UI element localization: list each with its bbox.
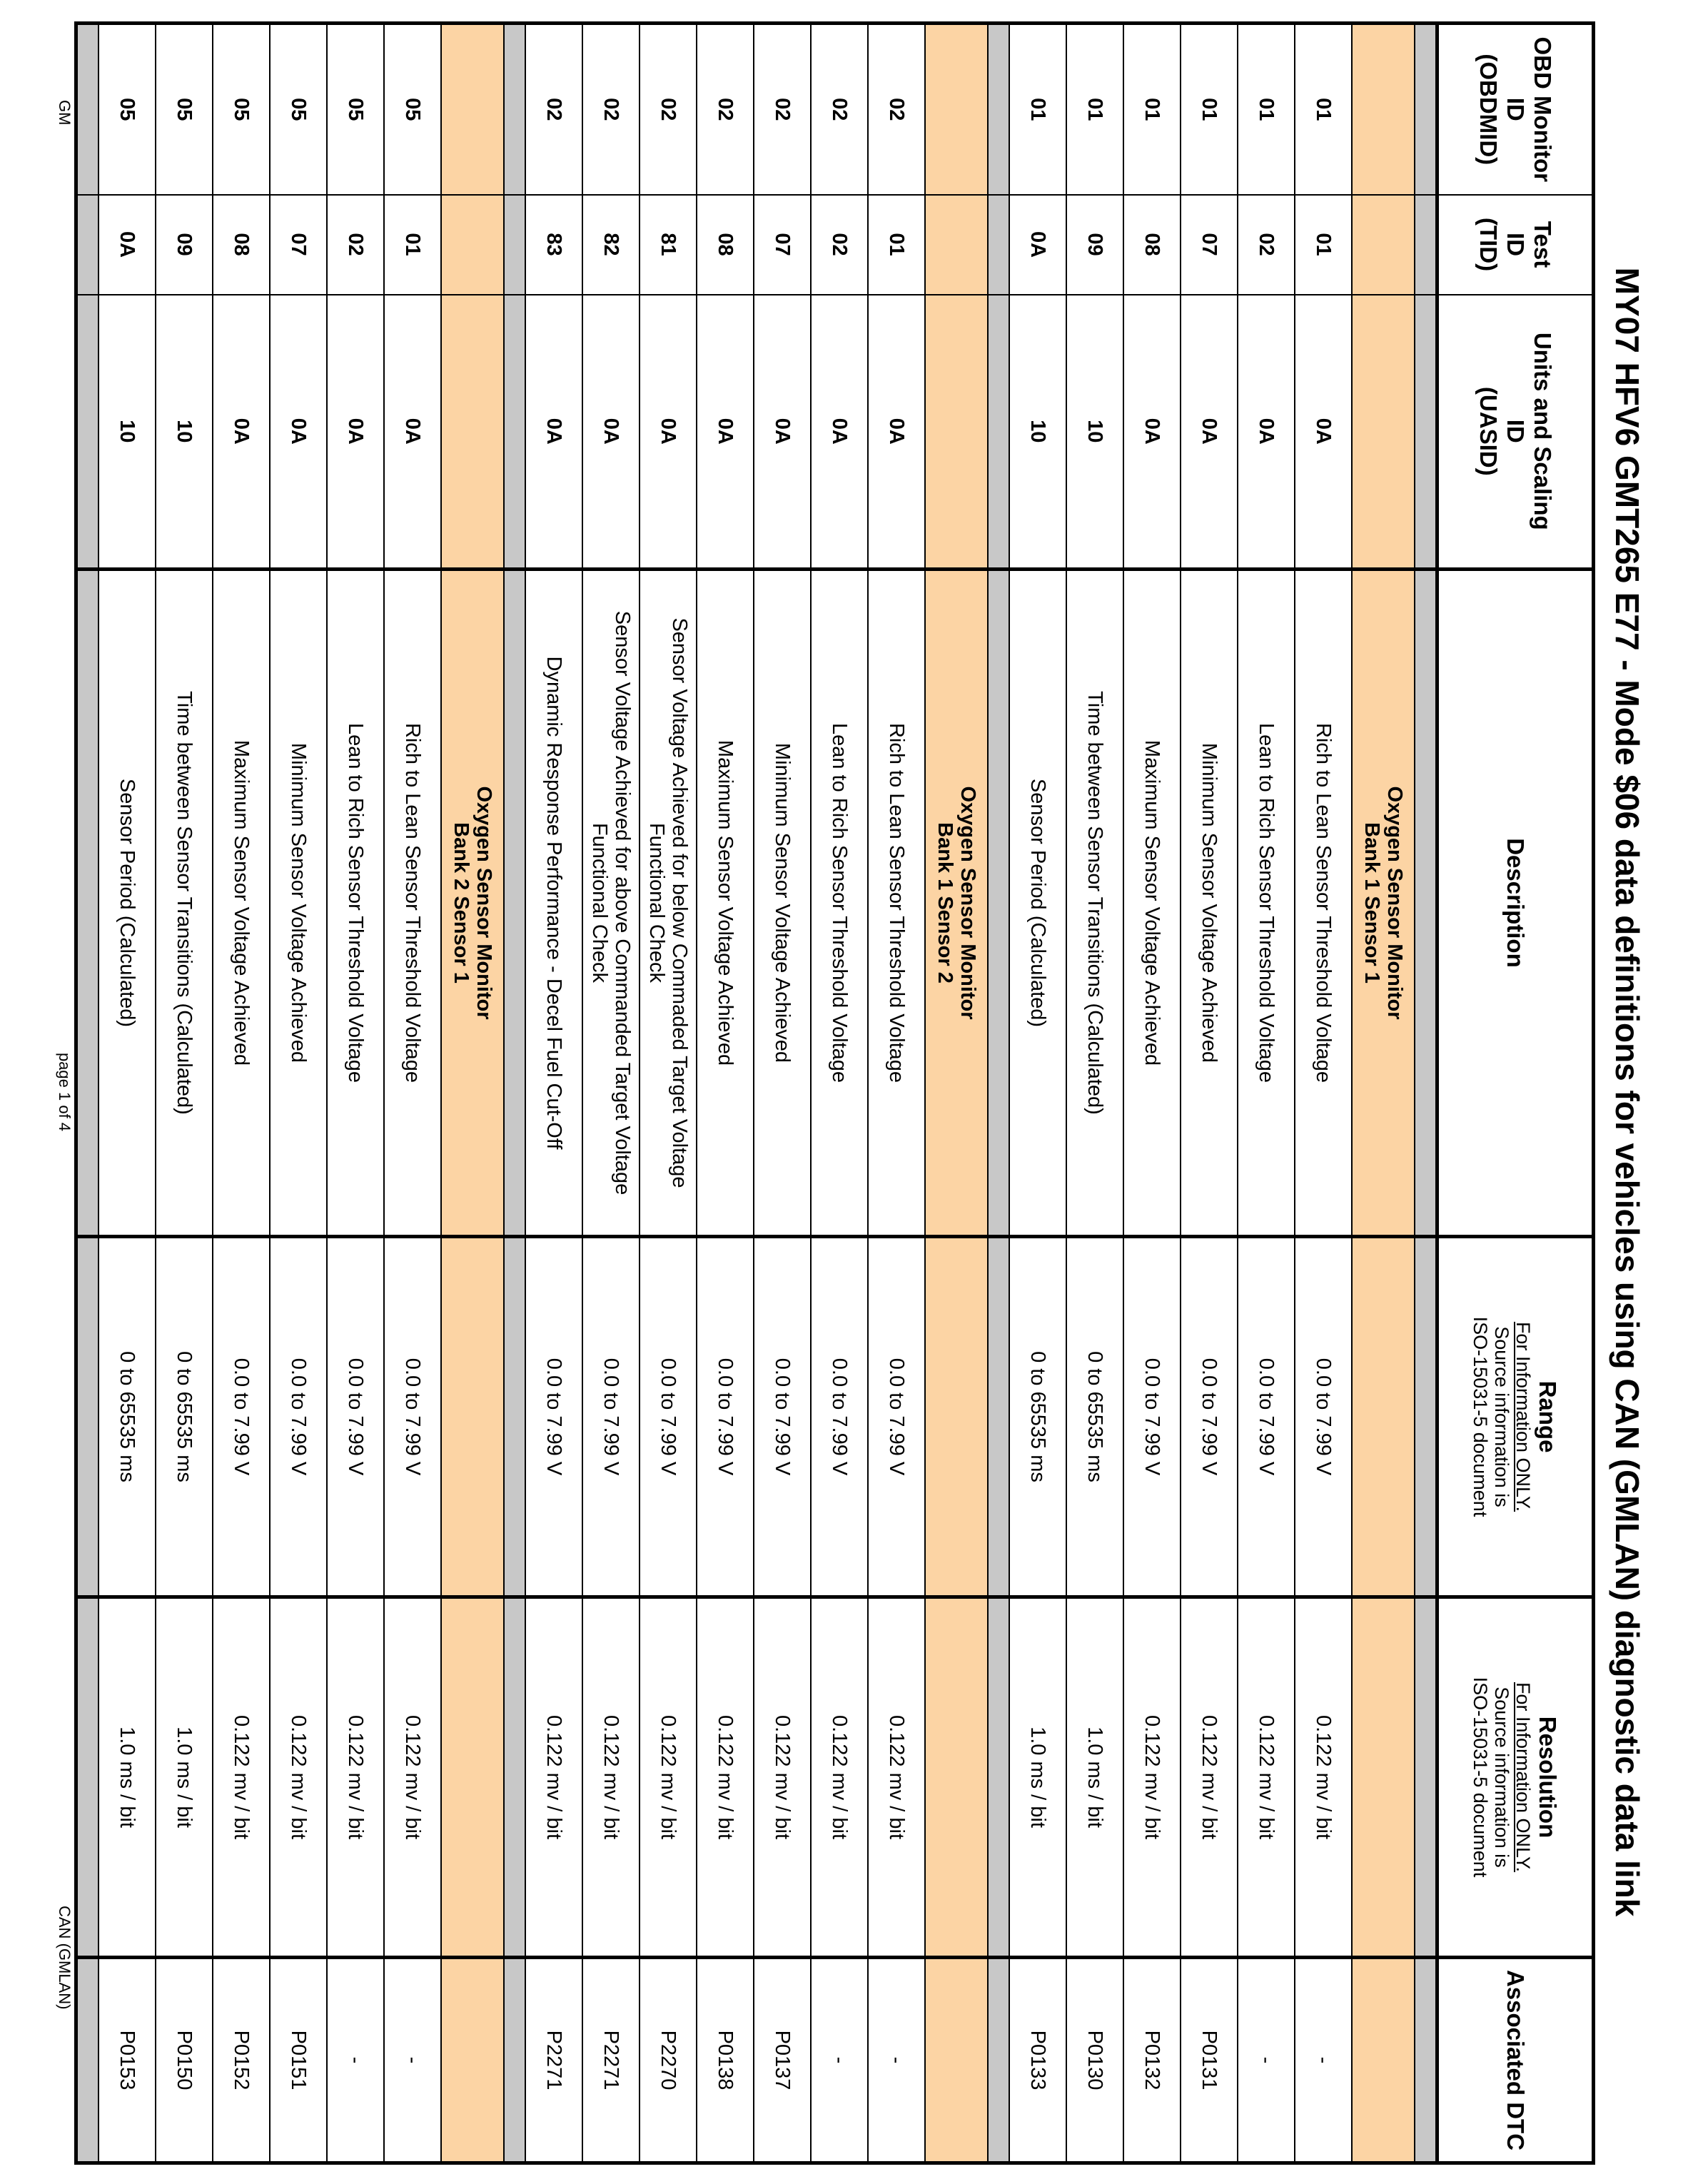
- separator-cell: [1415, 24, 1437, 195]
- cell-resolution: 0.122 mv / bit: [270, 1597, 327, 1958]
- section-cell: [925, 1958, 988, 2163]
- separator-cell: [504, 24, 525, 195]
- cell-range: 0.0 to 7.99 V: [868, 1237, 925, 1597]
- cell-range: 0.0 to 7.99 V: [640, 1237, 697, 1597]
- cell-tid: 08: [1123, 195, 1181, 295]
- cell-dtc: -: [1295, 1958, 1352, 2163]
- section-cell: [441, 1597, 504, 1958]
- header-tid: Test ID (TID): [1437, 195, 1594, 295]
- cell-range: 0 to 65535 ms: [1066, 1237, 1123, 1597]
- separator-cell: [1415, 1958, 1437, 2163]
- cell-obdmid: 01: [1295, 24, 1352, 195]
- cell-tid: 08: [697, 195, 754, 295]
- cell-tid: 02: [1238, 195, 1295, 295]
- separator-cell: [988, 295, 1009, 570]
- section-cell: [1352, 1597, 1415, 1958]
- cell-uasid: 0A: [1123, 295, 1181, 570]
- table-row: [868, 24, 925, 2163]
- table-row: [98, 24, 156, 2163]
- table-row: [1238, 24, 1295, 2163]
- cell-range: 0.0 to 7.99 V: [1181, 1237, 1238, 1597]
- cell-resolution: 0.122 mv / bit: [1181, 1597, 1238, 1958]
- table-row: [697, 24, 754, 2163]
- cell-tid: 02: [811, 195, 868, 295]
- cell-dtc: -: [327, 1958, 384, 2163]
- section-title: Oxygen Sensor Monitor Bank 1 Sensor 2: [925, 570, 988, 1237]
- cell-obdmid: 05: [270, 24, 327, 195]
- header-resolution: Resolution For Information ONLY. Source information is ISO-15031-5 document: [1437, 1597, 1594, 1958]
- cell-dtc: -: [868, 1958, 925, 2163]
- separator-cell: [1415, 570, 1437, 1237]
- table-row: [1066, 24, 1123, 2163]
- cell-range: 0 to 65535 ms: [1009, 1237, 1066, 1597]
- cell-tid: 81: [640, 195, 697, 295]
- mode06-definitions-table: [74, 21, 1595, 2165]
- header-associated-dtc: Associated DTC: [1437, 1958, 1594, 2163]
- cell-dtc: P0153: [98, 1958, 156, 2163]
- section-cell: [441, 24, 504, 195]
- cell-description: Rich to Lean Sensor Threshold Voltage: [384, 570, 441, 1237]
- cell-tid: 01: [384, 195, 441, 295]
- table-body: [76, 24, 1437, 2163]
- cell-dtc: P0152: [213, 1958, 270, 2163]
- cell-tid: 09: [156, 195, 213, 295]
- cell-dtc: P0150: [156, 1958, 213, 2163]
- cell-uasid: 0A: [213, 295, 270, 570]
- cell-range: 0.0 to 7.99 V: [697, 1237, 754, 1597]
- cell-uasid: 0A: [1295, 295, 1352, 570]
- cell-dtc: P0151: [270, 1958, 327, 2163]
- cell-tid: 83: [525, 195, 582, 295]
- cell-uasid: 0A: [811, 295, 868, 570]
- header-range: Range For Information ONLY. Source information is ISO-15031-5 document: [1437, 1237, 1594, 1597]
- cell-resolution: 0.122 mv / bit: [525, 1597, 582, 1958]
- cell-range: 0.0 to 7.99 V: [582, 1237, 640, 1597]
- footer-left: GM: [56, 100, 74, 126]
- cell-tid: 0A: [1009, 195, 1066, 295]
- cell-description: Sensor Period (Calculated): [98, 570, 156, 1237]
- section-cell: [1352, 24, 1415, 195]
- cell-description: Sensor Voltage Achieved for above Commanded Target Voltage Functional Check: [582, 570, 640, 1237]
- cell-description: Lean to Rich Sensor Threshold Voltage: [811, 570, 868, 1237]
- section-cell: [925, 1597, 988, 1958]
- section-cell: [441, 1237, 504, 1597]
- cell-dtc: P2271: [525, 1958, 582, 2163]
- cell-uasid: 0A: [868, 295, 925, 570]
- cell-description: Dynamic Response Performance - Decel Fuel Cut-Off: [525, 570, 582, 1237]
- separator-row: [504, 24, 525, 2163]
- cell-dtc: P0138: [697, 1958, 754, 2163]
- cell-dtc: P2271: [582, 1958, 640, 2163]
- separator-cell: [988, 1237, 1009, 1597]
- cell-resolution: 0.122 mv / bit: [754, 1597, 811, 1958]
- cell-description: Minimum Sensor Voltage Achieved: [270, 570, 327, 1237]
- cell-tid: 07: [1181, 195, 1238, 295]
- separator-cell: [1415, 295, 1437, 570]
- cell-range: 0.0 to 7.99 V: [270, 1237, 327, 1597]
- separator-row: [1415, 24, 1437, 2163]
- cell-dtc: P2270: [640, 1958, 697, 2163]
- cell-obdmid: 05: [384, 24, 441, 195]
- separator-cell: [76, 295, 99, 570]
- table-row: [1009, 24, 1066, 2163]
- cell-range: 0.0 to 7.99 V: [1238, 1237, 1295, 1597]
- cell-obdmid: 02: [868, 24, 925, 195]
- table-row: [327, 24, 384, 2163]
- cell-resolution: 0.122 mv / bit: [697, 1597, 754, 1958]
- cell-resolution: 0.122 mv / bit: [1123, 1597, 1181, 1958]
- cell-dtc: -: [1238, 1958, 1295, 2163]
- cell-obdmid: 02: [525, 24, 582, 195]
- cell-dtc: P0130: [1066, 1958, 1123, 2163]
- cell-obdmid: 05: [98, 24, 156, 195]
- separator-row: [76, 24, 99, 2163]
- cell-resolution: 1.0 ms / bit: [1009, 1597, 1066, 1958]
- cell-obdmid: 02: [582, 24, 640, 195]
- cell-description: Rich to Lean Sensor Threshold Voltage: [868, 570, 925, 1237]
- header-uasid: Units and Scaling ID (UASID): [1437, 295, 1594, 570]
- cell-tid: 07: [270, 195, 327, 295]
- cell-tid: 09: [1066, 195, 1123, 295]
- cell-tid: 01: [868, 195, 925, 295]
- cell-resolution: 0.122 mv / bit: [868, 1597, 925, 1958]
- cell-tid: 82: [582, 195, 640, 295]
- document-title: MY07 HFV6 GMT265 E77 - Mode $06 data definitions for vehicles using CAN (GMLAN) diagnostic data link: [1609, 267, 1646, 1917]
- cell-resolution: 0.122 mv / bit: [1238, 1597, 1295, 1958]
- cell-description: Maximum Sensor Voltage Achieved: [213, 570, 270, 1237]
- cell-tid: 0A: [98, 195, 156, 295]
- cell-dtc: P0132: [1123, 1958, 1181, 2163]
- cell-tid: 01: [1295, 195, 1352, 295]
- cell-obdmid: 05: [327, 24, 384, 195]
- section-title: Oxygen Sensor Monitor Bank 1 Sensor 1: [1352, 570, 1415, 1237]
- cell-description: Lean to Rich Sensor Threshold Voltage: [1238, 570, 1295, 1237]
- separator-cell: [76, 1958, 99, 2163]
- separator-cell: [76, 1237, 99, 1597]
- section-cell: [925, 295, 988, 570]
- section-cell: [925, 24, 988, 195]
- cell-tid: 08: [213, 195, 270, 295]
- cell-uasid: 10: [1066, 295, 1123, 570]
- cell-range: 0.0 to 7.99 V: [811, 1237, 868, 1597]
- cell-uasid: 0A: [1181, 295, 1238, 570]
- cell-resolution: 0.122 mv / bit: [811, 1597, 868, 1958]
- cell-tid: 02: [327, 195, 384, 295]
- cell-obdmid: 05: [156, 24, 213, 195]
- cell-uasid: 0A: [640, 295, 697, 570]
- cell-uasid: 10: [156, 295, 213, 570]
- cell-uasid: 0A: [1238, 295, 1295, 570]
- cell-uasid: 0A: [270, 295, 327, 570]
- separator-cell: [988, 570, 1009, 1237]
- cell-obdmid: 01: [1181, 24, 1238, 195]
- cell-uasid: 0A: [754, 295, 811, 570]
- cell-description: Time between Sensor Transitions (Calculated): [1066, 570, 1123, 1237]
- separator-cell: [504, 570, 525, 1237]
- cell-uasid: 0A: [697, 295, 754, 570]
- section-cell: [441, 295, 504, 570]
- table-row: [582, 24, 640, 2163]
- cell-resolution: 0.122 mv / bit: [213, 1597, 270, 1958]
- table-row: [525, 24, 582, 2163]
- section-cell: [1352, 195, 1415, 295]
- separator-cell: [1415, 195, 1437, 295]
- separator-cell: [76, 1597, 99, 1958]
- separator-cell: [988, 1597, 1009, 1958]
- cell-range: 0.0 to 7.99 V: [754, 1237, 811, 1597]
- cell-resolution: 0.122 mv / bit: [640, 1597, 697, 1958]
- separator-row: [988, 24, 1009, 2163]
- cell-dtc: -: [384, 1958, 441, 2163]
- cell-uasid: 0A: [327, 295, 384, 570]
- separator-cell: [504, 195, 525, 295]
- cell-obdmid: 02: [697, 24, 754, 195]
- cell-obdmid: 02: [811, 24, 868, 195]
- cell-resolution: 0.122 mv / bit: [327, 1597, 384, 1958]
- cell-range: 0.0 to 7.99 V: [327, 1237, 384, 1597]
- footer-right: CAN (GMLAN): [56, 1906, 74, 2010]
- cell-obdmid: 01: [1066, 24, 1123, 195]
- table-row: [213, 24, 270, 2163]
- separator-cell: [504, 1958, 525, 2163]
- table-row: [640, 24, 697, 2163]
- cell-range: 0 to 65535 ms: [156, 1237, 213, 1597]
- section-cell: [1352, 295, 1415, 570]
- section-header-row: [1352, 24, 1415, 2163]
- cell-resolution: 0.122 mv / bit: [582, 1597, 640, 1958]
- cell-obdmid: 02: [640, 24, 697, 195]
- section-header-row: [925, 24, 988, 2163]
- table-header-row: [1437, 24, 1594, 2163]
- header-description: Description: [1437, 570, 1594, 1237]
- table-row: [384, 24, 441, 2163]
- cell-dtc: P0131: [1181, 1958, 1238, 2163]
- cell-description: Lean to Rich Sensor Threshold Voltage: [327, 570, 384, 1237]
- table-row: [1295, 24, 1352, 2163]
- header-obdmid: OBD Monitor ID (OBDMID): [1437, 24, 1594, 195]
- cell-obdmid: 01: [1009, 24, 1066, 195]
- table-row: [1181, 24, 1238, 2163]
- section-cell: [1352, 1237, 1415, 1597]
- separator-cell: [504, 295, 525, 570]
- separator-cell: [76, 24, 99, 195]
- cell-description: Rich to Lean Sensor Threshold Voltage: [1295, 570, 1352, 1237]
- cell-description: Maximum Sensor Voltage Achieved: [697, 570, 754, 1237]
- section-cell: [925, 195, 988, 295]
- cell-dtc: P0133: [1009, 1958, 1066, 2163]
- cell-dtc: -: [811, 1958, 868, 2163]
- separator-cell: [76, 570, 99, 1237]
- cell-range: 0.0 to 7.99 V: [384, 1237, 441, 1597]
- cell-uasid: 10: [1009, 295, 1066, 570]
- cell-resolution: 1.0 ms / bit: [156, 1597, 213, 1958]
- cell-dtc: P0137: [754, 1958, 811, 2163]
- separator-cell: [504, 1237, 525, 1597]
- cell-obdmid: 02: [754, 24, 811, 195]
- table-row: [270, 24, 327, 2163]
- separator-cell: [988, 24, 1009, 195]
- cell-obdmid: 01: [1123, 24, 1181, 195]
- separator-cell: [76, 195, 99, 295]
- separator-cell: [1415, 1237, 1437, 1597]
- section-cell: [441, 195, 504, 295]
- cell-obdmid: 01: [1238, 24, 1295, 195]
- cell-range: 0.0 to 7.99 V: [525, 1237, 582, 1597]
- cell-obdmid: 05: [213, 24, 270, 195]
- section-cell: [1352, 1958, 1415, 2163]
- table-row: [156, 24, 213, 2163]
- separator-cell: [988, 195, 1009, 295]
- separator-cell: [1415, 1597, 1437, 1958]
- cell-resolution: 0.122 mv / bit: [384, 1597, 441, 1958]
- cell-range: 0 to 65535 ms: [98, 1237, 156, 1597]
- cell-uasid: 0A: [384, 295, 441, 570]
- cell-range: 0.0 to 7.99 V: [1123, 1237, 1181, 1597]
- cell-description: Maximum Sensor Voltage Achieved: [1123, 570, 1181, 1237]
- table-row: [754, 24, 811, 2163]
- cell-description: Minimum Sensor Voltage Achieved: [1181, 570, 1238, 1237]
- section-header-row: [441, 24, 504, 2163]
- table-row: [811, 24, 868, 2163]
- cell-uasid: 10: [98, 295, 156, 570]
- separator-cell: [988, 1958, 1009, 2163]
- cell-description: Sensor Period (Calculated): [1009, 570, 1066, 1237]
- section-title: Oxygen Sensor Monitor Bank 2 Sensor 1: [441, 570, 504, 1237]
- cell-range: 0.0 to 7.99 V: [1295, 1237, 1352, 1597]
- cell-description: Time between Sensor Transitions (Calculated): [156, 570, 213, 1237]
- cell-resolution: 0.122 mv / bit: [1295, 1597, 1352, 1958]
- table-row: [1123, 24, 1181, 2163]
- cell-resolution: 1.0 ms / bit: [1066, 1597, 1123, 1958]
- footer-page-number: page 1 of 4: [56, 1052, 74, 1132]
- cell-range: 0.0 to 7.99 V: [213, 1237, 270, 1597]
- cell-resolution: 1.0 ms / bit: [98, 1597, 156, 1958]
- cell-description: Minimum Sensor Voltage Achieved: [754, 570, 811, 1237]
- cell-uasid: 0A: [582, 295, 640, 570]
- separator-cell: [504, 1597, 525, 1958]
- section-cell: [441, 1958, 504, 2163]
- cell-description: Sensor Voltage Achieved for below Commaded Target Voltage Functional Check: [640, 570, 697, 1237]
- cell-uasid: 0A: [525, 295, 582, 570]
- cell-tid: 07: [754, 195, 811, 295]
- section-cell: [925, 1237, 988, 1597]
